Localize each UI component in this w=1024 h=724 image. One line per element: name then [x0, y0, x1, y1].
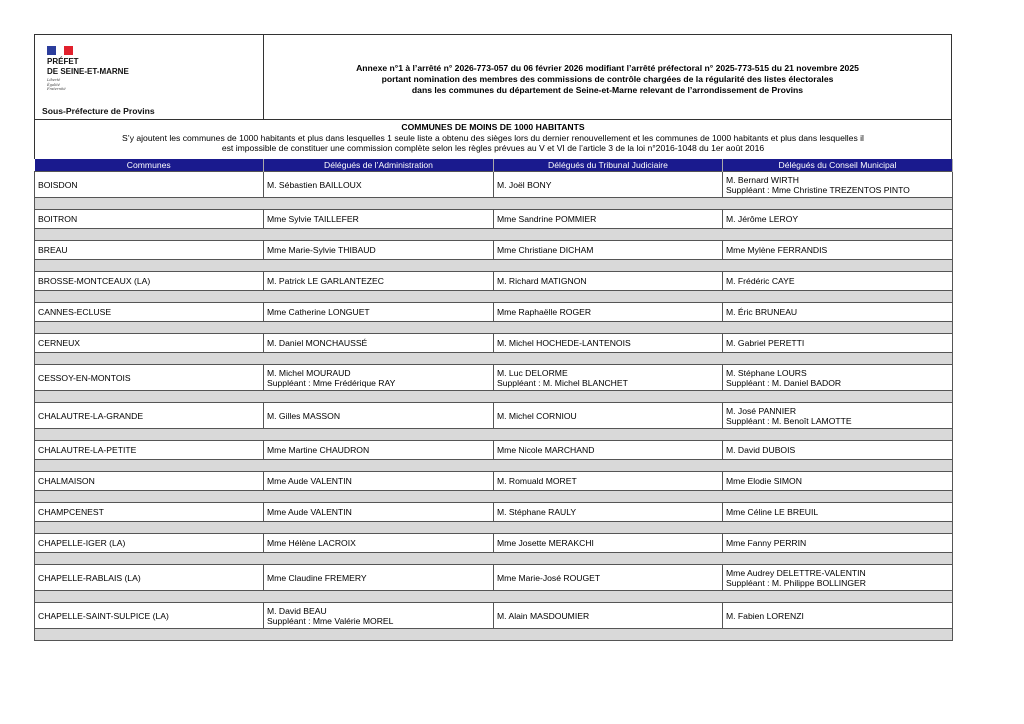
table-row [35, 365, 953, 391]
prefecture-logo-block [35, 35, 264, 119]
table-row [35, 210, 953, 229]
document-page [34, 34, 952, 641]
delegate-name: Mme Christiane DICHAM [497, 245, 594, 255]
conseil-delegate-cell [723, 565, 953, 591]
admin-delegate-cell [264, 303, 494, 322]
delegate-name: Mme Céline LE BREUIL [726, 507, 819, 517]
commune-cell: BROSSE-MONTCEAUX (LA) [35, 272, 264, 291]
delegate-name: Mme Audrey DELETTRE-VALENTIN [726, 567, 866, 578]
tribunal-delegate-cell [494, 334, 723, 353]
separator-row [35, 522, 953, 534]
separator-row [35, 291, 953, 303]
delegate-name: M. Stéphane LOURS [726, 367, 807, 378]
sous-prefecture-label: Sous-Préfecture de Provins [42, 106, 155, 116]
separator-cell [35, 553, 953, 565]
tribunal-delegate-cell [494, 472, 723, 491]
delegate-name: M. Gabriel PERETTI [726, 338, 805, 348]
delegate-name: Mme Martine CHAUDRON [267, 445, 370, 455]
tribunal-delegate-cell [494, 272, 723, 291]
conseil-delegate-cell [723, 241, 953, 260]
delegate-name: Mme Hélène LACROIX [267, 538, 356, 548]
separator-row [35, 460, 953, 472]
substitute-name: Suppléant : M. Michel BLANCHET [497, 377, 628, 388]
delegate-name: Mme Aude VALENTIN [267, 507, 352, 517]
section-note-line2: est impossible de constituer une commission complète selon les règles prévues au V et VI de l’article 3 de la loi n°2016-1048 du 1er août 2016 [221, 143, 765, 153]
substitute-name: Suppléant : Mme Valérie MOREL [267, 615, 394, 626]
document-header [34, 34, 952, 120]
delegate-name: M. David DUBOIS [726, 445, 796, 455]
delegate-name: M. Alain MASDOUMIER [497, 610, 590, 621]
column-header-tribunal: Délégués du Tribunal Judiciaire [494, 159, 723, 172]
delegates-table [34, 159, 953, 641]
prefet-label: PRÉFET DE SEINE-ET-MARNE [47, 57, 129, 76]
commune-cell: CANNES-ECLUSE [35, 303, 264, 322]
admin-delegate-cell [264, 565, 494, 591]
separator-cell [35, 353, 953, 365]
commune-cell: CHAPELLE-IGER (LA) [35, 534, 264, 553]
tribunal-delegate-cell [494, 210, 723, 229]
table-header-row [35, 159, 953, 172]
admin-delegate-cell [264, 441, 494, 460]
separator-cell [35, 591, 953, 603]
substitute-name: Suppléant : M. Philippe BOLLINGER [726, 577, 866, 588]
commune-cell: BOITRON [35, 210, 264, 229]
delegate-name: M. Patrick LE GARLANTEZEC [267, 276, 384, 286]
tribunal-delegate-cell [494, 565, 723, 591]
section-title: COMMUNES DE MOINS DE 1000 HABITANTS [401, 122, 585, 132]
delegate-name: M. Daniel MONCHAUSSÉ [267, 338, 368, 348]
admin-delegate-cell [264, 272, 494, 291]
delegate-name: M. Romuald MORET [497, 476, 577, 486]
tribunal-delegate-cell [494, 441, 723, 460]
separator-cell [35, 260, 953, 272]
separator-row [35, 322, 953, 334]
conseil-delegate-cell [723, 441, 953, 460]
table-row [35, 565, 953, 591]
table-row [35, 503, 953, 522]
table-row [35, 603, 953, 629]
delegate-name: M. Michel MOURAUD [267, 367, 351, 378]
tribunal-delegate-cell [494, 503, 723, 522]
separator-cell [35, 391, 953, 403]
conseil-delegate-cell [723, 365, 953, 391]
delegate-name: M. Gilles MASSON [267, 410, 341, 421]
separator-cell [35, 198, 953, 210]
table-row [35, 441, 953, 460]
delegate-name: M. Sébastien BAILLOUX [267, 179, 362, 190]
conseil-delegate-cell [723, 603, 953, 629]
delegate-name: Mme Sylvie TAILLEFER [267, 214, 359, 224]
delegate-name: Mme Elodie SIMON [726, 476, 802, 486]
delegate-name: M. Éric BRUNEAU [726, 307, 798, 317]
commune-cell: CESSOY-EN-MONTOIS [35, 365, 264, 391]
document-title: Annexe n°1 à l’arrêté n° 2026-773-057 du 06 février 2026 modifiant l’arrêté préfectoral n° 2025-773-515 du 21 novembre 2025 portant nomination des membres des commissions de contrôle chargées de la régularité des listes électorales dans les communes du département de Seine-et-Marne relevant de l’arrondissement de Provins [356, 62, 859, 95]
admin-delegate-cell [264, 365, 494, 391]
table-row [35, 172, 953, 198]
commune-cell: BOISDON [35, 172, 264, 198]
substitute-name: Suppléant : Mme Christine TREZENTOS PINTO [726, 184, 910, 195]
delegate-name: Mme Marie-José ROUGET [497, 572, 601, 583]
conseil-delegate-cell [723, 472, 953, 491]
commune-cell: CHALAUTRE-LA-PETITE [35, 441, 264, 460]
table-row [35, 272, 953, 291]
tribunal-delegate-cell [494, 303, 723, 322]
table-row [35, 334, 953, 353]
separator-row [35, 198, 953, 210]
commune-cell: CHAMPCENEST [35, 503, 264, 522]
admin-delegate-cell [264, 210, 494, 229]
substitute-name: Suppléant : M. Benoît LAMOTTE [726, 415, 852, 426]
delegate-name: Mme Fanny PERRIN [726, 538, 807, 548]
tribunal-delegate-cell [494, 603, 723, 629]
separator-row [35, 591, 953, 603]
table-row [35, 403, 953, 429]
delegate-name: Mme Catherine LONGUET [267, 307, 370, 317]
marianne-flag-icon [47, 46, 73, 55]
substitute-name: Suppléant : M. Daniel BADOR [726, 377, 842, 388]
delegate-name: Mme Aude VALENTIN [267, 476, 352, 486]
table-row [35, 534, 953, 553]
separator-cell [35, 522, 953, 534]
tribunal-delegate-cell [494, 241, 723, 260]
delegate-name: Mme Marie-Sylvie THIBAUD [267, 245, 376, 255]
commune-cell: BREAU [35, 241, 264, 260]
conseil-delegate-cell [723, 334, 953, 353]
tribunal-delegate-cell [494, 365, 723, 391]
separator-cell [35, 629, 953, 641]
separator-row [35, 553, 953, 565]
delegate-name: M. Michel HOCHEDE-LANTENOIS [497, 338, 631, 348]
separator-row [35, 429, 953, 441]
delegate-name: M. Jérôme LEROY [726, 214, 799, 224]
table-body [35, 172, 953, 641]
separator-cell [35, 291, 953, 303]
tribunal-delegate-cell [494, 403, 723, 429]
separator-row [35, 229, 953, 241]
admin-delegate-cell [264, 403, 494, 429]
delegate-name: M. Bernard WIRTH [726, 174, 799, 185]
delegate-name: M. Michel CORNIOU [497, 410, 577, 421]
substitute-name: Suppléant : Mme Frédérique RAY [267, 377, 396, 388]
commune-cell: CHAPELLE-SAINT-SULPICE (LA) [35, 603, 264, 629]
delegate-name: M. Joël BONY [497, 179, 552, 190]
separator-row [35, 491, 953, 503]
delegate-name: Mme Sandrine POMMIER [497, 214, 597, 224]
delegate-name: Mme Nicole MARCHAND [497, 445, 595, 455]
separator-cell [35, 491, 953, 503]
delegate-name: Mme Josette MERAKCHI [497, 538, 594, 548]
conseil-delegate-cell [723, 303, 953, 322]
column-header-communes: Communes [35, 159, 264, 172]
delegate-name: M. Stéphane RAULY [497, 507, 577, 517]
table-row [35, 241, 953, 260]
tribunal-delegate-cell [494, 534, 723, 553]
table-row [35, 303, 953, 322]
delegate-name: M. Frédéric CAYE [726, 276, 795, 286]
conseil-delegate-cell [723, 534, 953, 553]
tribunal-delegate-cell [494, 172, 723, 198]
delegate-name: Mme Raphaëlle ROGER [497, 307, 592, 317]
commune-cell: CERNEUX [35, 334, 264, 353]
separator-cell [35, 322, 953, 334]
commune-cell: CHALMAISON [35, 472, 264, 491]
separator-row [35, 629, 953, 641]
separator-row [35, 391, 953, 403]
delegate-name: M. José PANNIER [726, 405, 797, 416]
commune-cell: CHALAUTRE-LA-GRANDE [35, 403, 264, 429]
conseil-delegate-cell [723, 210, 953, 229]
delegate-name: Mme Claudine FREMERY [267, 572, 367, 583]
section-intro [34, 120, 952, 159]
conseil-delegate-cell [723, 272, 953, 291]
delegate-name: M. Luc DELORME [497, 367, 568, 378]
republic-motto: Liberté Égalité Fraternité [47, 78, 66, 92]
admin-delegate-cell [264, 534, 494, 553]
separator-row [35, 353, 953, 365]
column-header-conseil: Délégués du Conseil Municipal [723, 159, 953, 172]
commune-cell: CHAPELLE-RABLAIS (LA) [35, 565, 264, 591]
delegate-name: Mme Mylène FERRANDIS [726, 245, 828, 255]
admin-delegate-cell [264, 334, 494, 353]
separator-cell [35, 460, 953, 472]
column-header-administration: Délégués de l’Administration [264, 159, 494, 172]
admin-delegate-cell [264, 172, 494, 198]
delegate-name: M. David BEAU [267, 605, 327, 616]
section-note-line1: S’y ajoutent les communes de 1000 habitants et plus dans lesquelles 1 seule liste a obtenu des sièges lors du dernier renouvellement et les communes de 1000 habitants et plus dans lesquelles il [122, 132, 864, 143]
separator-row [35, 260, 953, 272]
admin-delegate-cell [264, 472, 494, 491]
delegate-name: M. Fabien LORENZI [726, 610, 804, 621]
separator-cell [35, 429, 953, 441]
delegate-name: M. Richard MATIGNON [497, 276, 587, 286]
admin-delegate-cell [264, 603, 494, 629]
separator-cell [35, 229, 953, 241]
table-row [35, 472, 953, 491]
admin-delegate-cell [264, 241, 494, 260]
admin-delegate-cell [264, 503, 494, 522]
conseil-delegate-cell [723, 403, 953, 429]
conseil-delegate-cell [723, 503, 953, 522]
conseil-delegate-cell [723, 172, 953, 198]
